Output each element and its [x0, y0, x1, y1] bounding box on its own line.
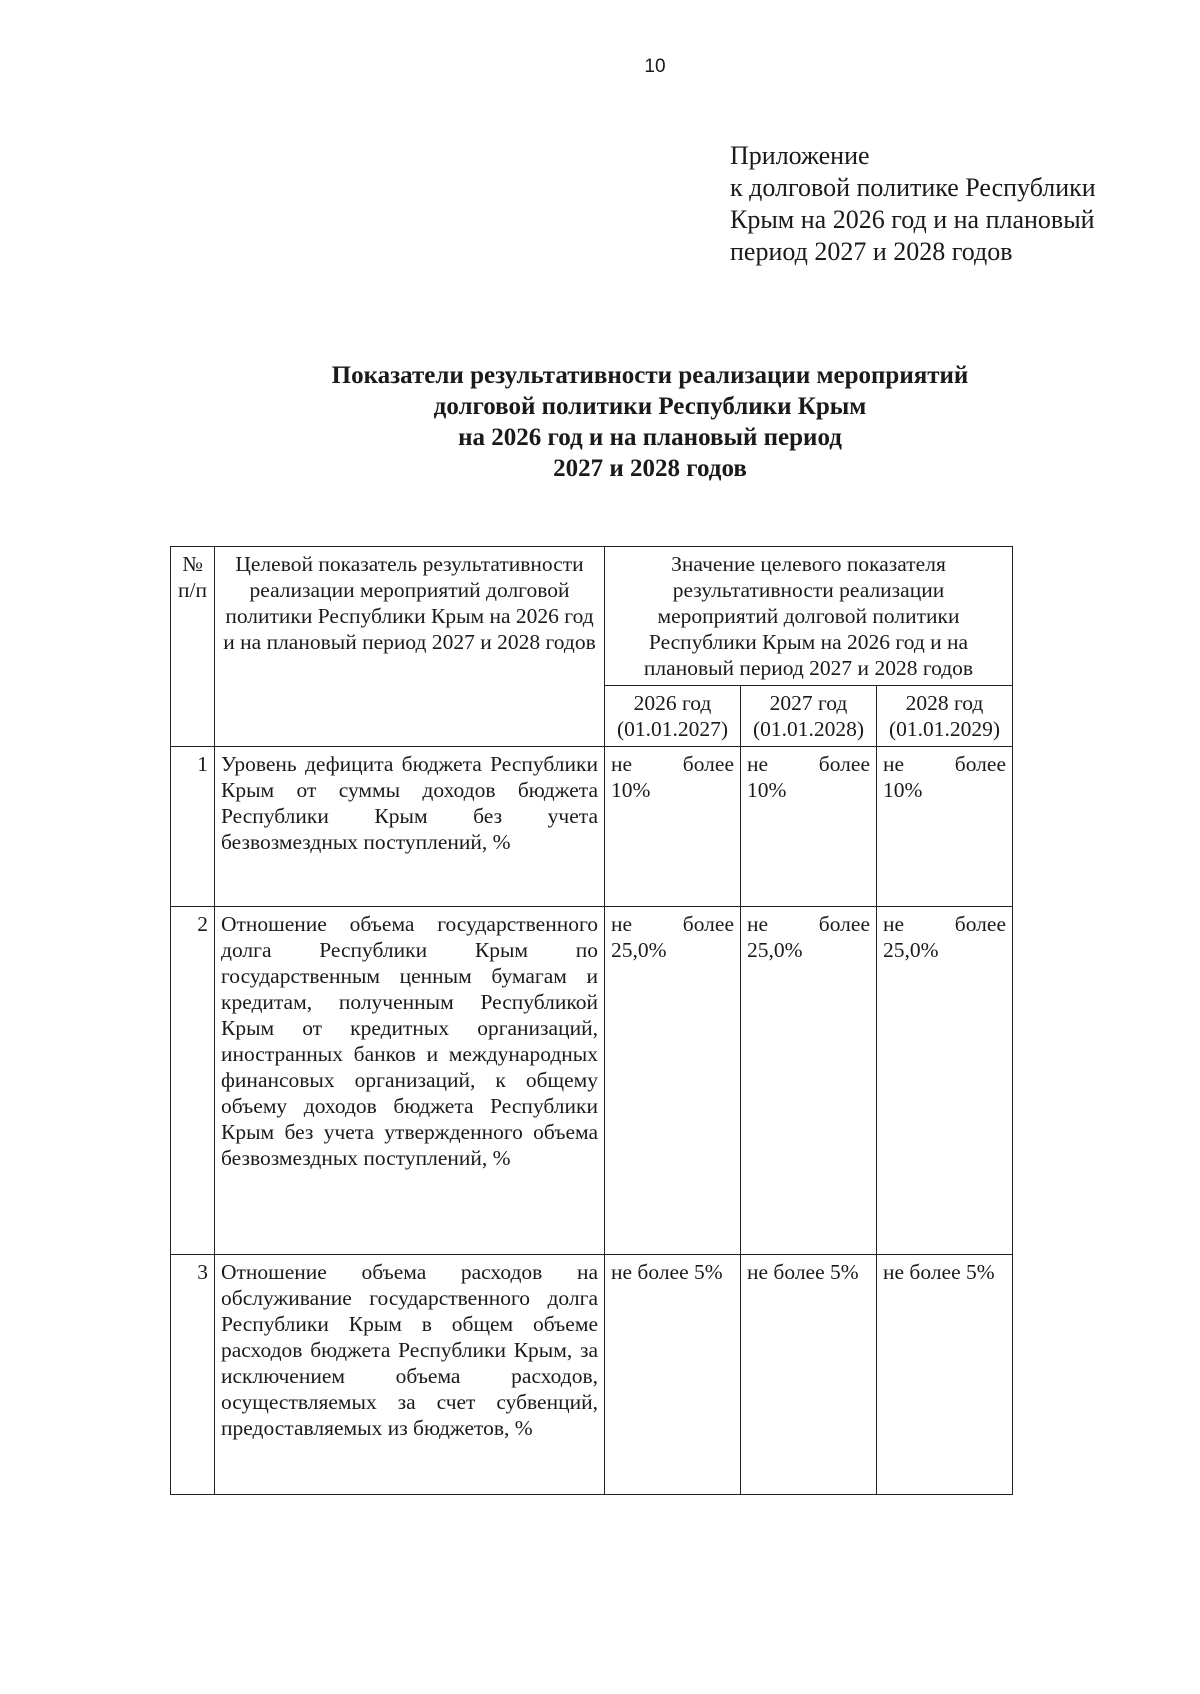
- header-year-date: (01.01.2027): [616, 717, 729, 741]
- value-prefix: не более: [883, 752, 1006, 776]
- title-line: долговой политики Республики Крым: [433, 393, 867, 420]
- header-year: 2026 год: [633, 691, 712, 715]
- header-year-cell: [741, 686, 877, 747]
- value-amount: 10%: [611, 778, 651, 802]
- value-amount: 10%: [747, 778, 787, 802]
- value-prefix: не более: [611, 912, 734, 936]
- value-amount: 25,0%: [883, 938, 939, 962]
- row-value-cell: [605, 907, 741, 1255]
- indicators-table: [170, 546, 1013, 1495]
- header-year: 2028 год: [905, 691, 984, 715]
- title-line: 2027 и 2028 годов: [553, 455, 747, 482]
- header-year-cell: [605, 686, 741, 747]
- document-title: [150, 360, 1150, 484]
- row-indicator: Уровень дефицита бюджета Республики Крым от суммы доходов бюджета Республики Крым без учета безвозмездных поступлений, %: [215, 747, 605, 907]
- table-row: [171, 1255, 1013, 1495]
- table-row: [171, 907, 1013, 1255]
- appendix-line: период 2027 и 2028 годов: [730, 237, 1013, 266]
- row-value-cell: не более 5%: [741, 1255, 877, 1495]
- value-amount: 25,0%: [611, 938, 667, 962]
- row-num: 1: [171, 747, 215, 907]
- appendix-note: [730, 140, 1096, 268]
- header-value-group-cell: Значение целевого показателя результативности реализации мероприятий долговой политики Республики Крым на 2026 год и на плановый период 2027 и 2028 годов: [605, 547, 1013, 686]
- value-prefix: не более: [747, 752, 870, 776]
- header-num-cell: [171, 547, 215, 747]
- row-value-cell: [605, 747, 741, 907]
- page-number: 10: [644, 56, 666, 77]
- header-num-sign: №: [182, 552, 203, 576]
- value-prefix: не более: [883, 912, 1006, 936]
- row-indicator: Отношение объема государственного долга Республики Крым по государственным ценным бумагам и кредитам, полученным Республикой Крым от кредитных организаций, иностранных банков и международных финансовых организаций, к общему объему доходов бюджета Республики Крым без учета утвержденного объема безвозмездных поступлений, %: [215, 907, 605, 1255]
- table-row: [171, 747, 1013, 907]
- value-amount: 10%: [883, 778, 923, 802]
- title-line: на 2026 год и на плановый период: [458, 424, 842, 451]
- row-value-cell: [877, 747, 1013, 907]
- header-year-date: (01.01.2029): [888, 717, 1001, 741]
- value-amount: 25,0%: [747, 938, 803, 962]
- header-indicator-cell: Целевой показатель результативности реализации мероприятий долговой политики Республики Крым на 2026 год и на плановый период 2027 и 2028 годов: [215, 547, 605, 747]
- appendix-line: к долговой политике Республики: [730, 173, 1096, 202]
- header-num-label: п/п: [178, 578, 207, 602]
- row-value-cell: [741, 907, 877, 1255]
- appendix-line: Приложение: [730, 141, 870, 170]
- value-prefix: не более: [611, 752, 734, 776]
- value-prefix: не более: [747, 912, 870, 936]
- row-num: 3: [171, 1255, 215, 1495]
- table-header-row: [171, 547, 1013, 686]
- appendix-line: Крым на 2026 год и на плановый: [730, 205, 1095, 234]
- row-value-cell: [741, 747, 877, 907]
- header-year: 2027 год: [769, 691, 848, 715]
- header-year-cell: [877, 686, 1013, 747]
- row-indicator: Отношение объема расходов на обслуживание государственного долга Республики Крым в общем объеме расходов бюджета Республики Крым, за исключением объема расходов, осуществляемых за счет субвенций, предоставляемых из бюджетов, %: [215, 1255, 605, 1495]
- row-value-cell: [877, 907, 1013, 1255]
- row-num: 2: [171, 907, 215, 1255]
- row-value-cell: не более 5%: [877, 1255, 1013, 1495]
- header-year-date: (01.01.2028): [752, 717, 865, 741]
- row-value-cell: не более 5%: [605, 1255, 741, 1495]
- title-line: Показатели результативности реализации мероприятий: [331, 362, 969, 389]
